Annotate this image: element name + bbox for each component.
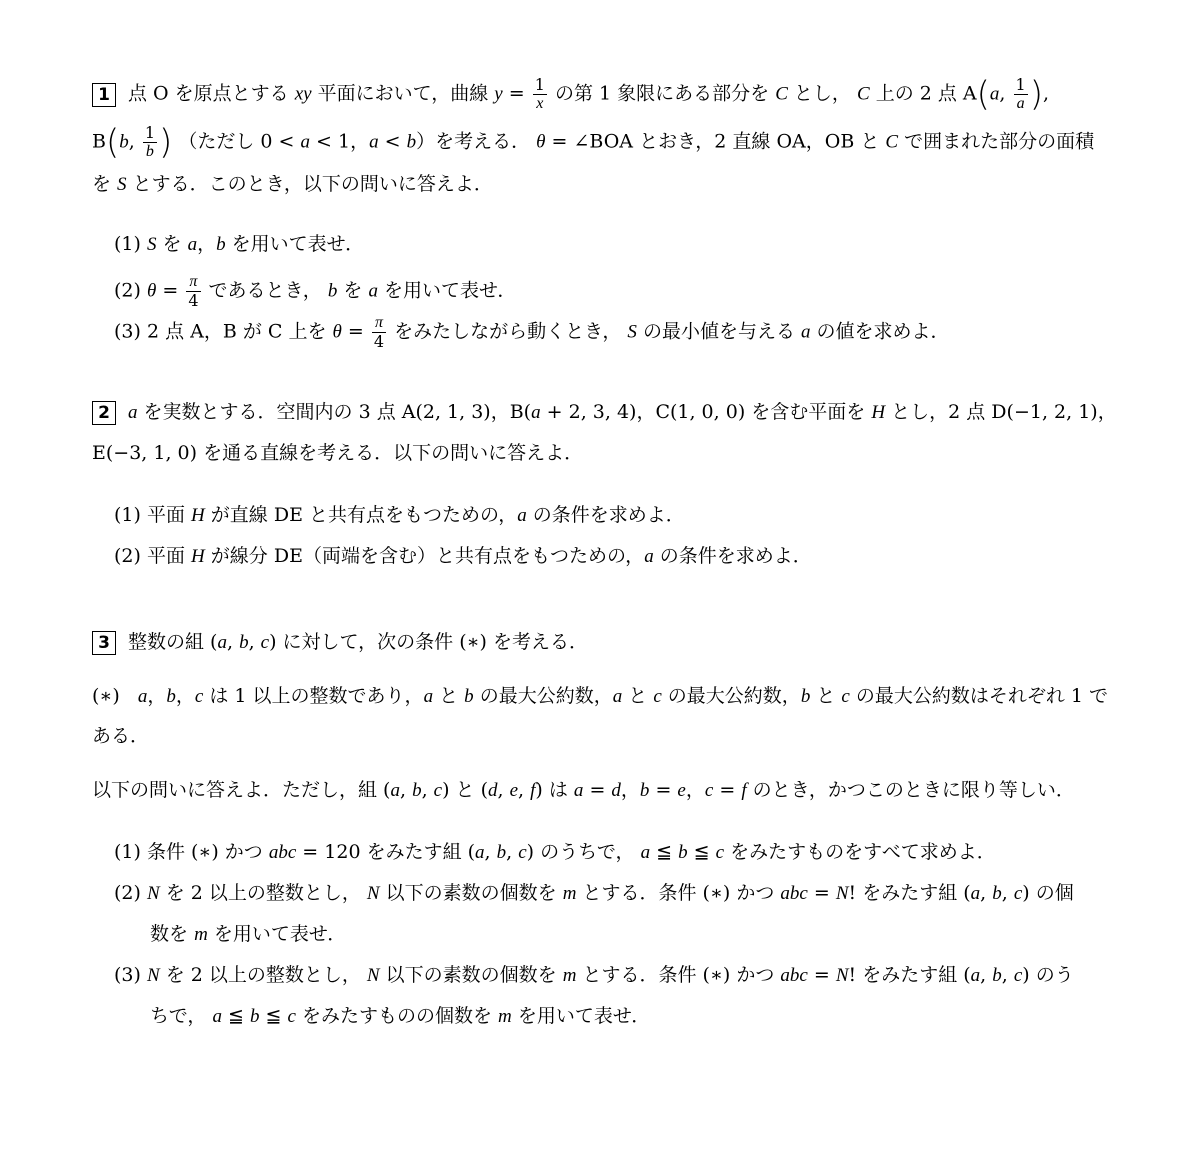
p1-question-3: (3) 2 点 A，B が C 上を θ = $\frac{\pi}{4}$ をみたしながら動くとき， S の最小値を与える a の値を求めよ． <box>114 314 950 351</box>
p2-line-1: 2 a を実数とする．空間内の 3 点 A(2, 1, 3)，B(a + 2, 3, 4)，C(1, 0, 0) を含む平面を H とし，2 点 D(−1, 2, 1)， <box>92 400 1117 425</box>
p3-question-2-line-1: (2) N を 2 以上の整数とし， N 以下の素数の個数を m とする．条件 (∗) かつ abc = N! をみたす組 (a, b, c) の個 <box>114 882 1074 904</box>
p2-line-2: E(−3, 1, 0) を通る直線を考える．以下の問いに答えよ． <box>92 442 584 464</box>
p2-question-2: (2) 平面 H が線分 DE（両端を含む）と共有点をもつための，a の条件を求めよ． <box>114 545 812 567</box>
frac-1-over-a: $\frac{1}{a}$ <box>1015 75 1026 112</box>
p3-question-3-line-1: (3) N を 2 以上の整数とし， N 以下の素数の個数を m とする．条件 (∗) かつ abc = N! をみたす組 (a, b, c) のう <box>114 964 1074 986</box>
p1-question-1: (1) S を a，b を用いて表せ． <box>114 233 365 255</box>
frac-pi-over-4-b: $\frac{\pi}{4}$ <box>373 314 385 351</box>
p1-line-3: を S とする．このとき，以下の問いに答えよ． <box>92 173 493 195</box>
p2-question-1: (1) 平面 H が直線 DE と共有点をもつための，a の条件を求めよ． <box>114 504 685 526</box>
p1-line-1: 1 点 O を原点とする xy 平面において，曲線 y = $\frac{1}{x}$ の第 1 象限にある部分を C とし， C 上の 2 点 A(a, $\frac{1}{a}$ ), <box>92 76 1049 113</box>
problem-2-number: 2 <box>92 401 116 425</box>
p3-line-4: 以下の問いに答えよ．ただし，組 (a, b, c) と (d, e, f) は a = d，b = e，c = f のとき，かつこのときに限り等しい． <box>92 779 1075 801</box>
problem-3-number: 3 <box>92 631 116 655</box>
frac-pi-over-4: $\frac{\pi}{4}$ <box>188 273 199 310</box>
p3-question-1: (1) 条件 (∗) かつ abc = 120 をみたす組 (a, b, c) のうちで， a ≦ b ≦ c をみたすものをすべて求めよ． <box>114 841 996 863</box>
p3-question-2-line-2: 数を m を用いて表せ． <box>150 923 347 945</box>
p1-question-2: (2) θ = $\frac{\pi}{4}$ であるとき， b を a を用いて表せ． <box>114 273 517 310</box>
frac-1-over-b: $\frac{1}{b}$ <box>144 123 156 160</box>
frac-1-over-x: $\frac{1}{x}$ <box>534 75 545 112</box>
p3-line-1: 3 整数の組 (a, b, c) に対して，次の条件 (∗) を考える． <box>92 630 588 655</box>
p3-condition-line-2: ある． <box>92 725 150 747</box>
problem-1-number: 1 <box>92 83 116 107</box>
p1-line-2: B(b, $\frac{1}{b}$ ) （ただし 0 < a < 1，a < b）を考える． θ = ∠BOA とおき，2 直線 OA，OB と C で囲まれた部分の面積 <box>92 122 1095 163</box>
p3-question-3-line-2: ちで， a ≦ b ≦ c をみたすものの個数を m を用いて表せ． <box>150 1005 651 1027</box>
p3-condition-line-1: (∗) a，b，c は 1 以上の整数であり，a と b の最大公約数，a と c の最大公約数，b と c の最大公約数はそれぞれ 1 で <box>92 685 1109 707</box>
